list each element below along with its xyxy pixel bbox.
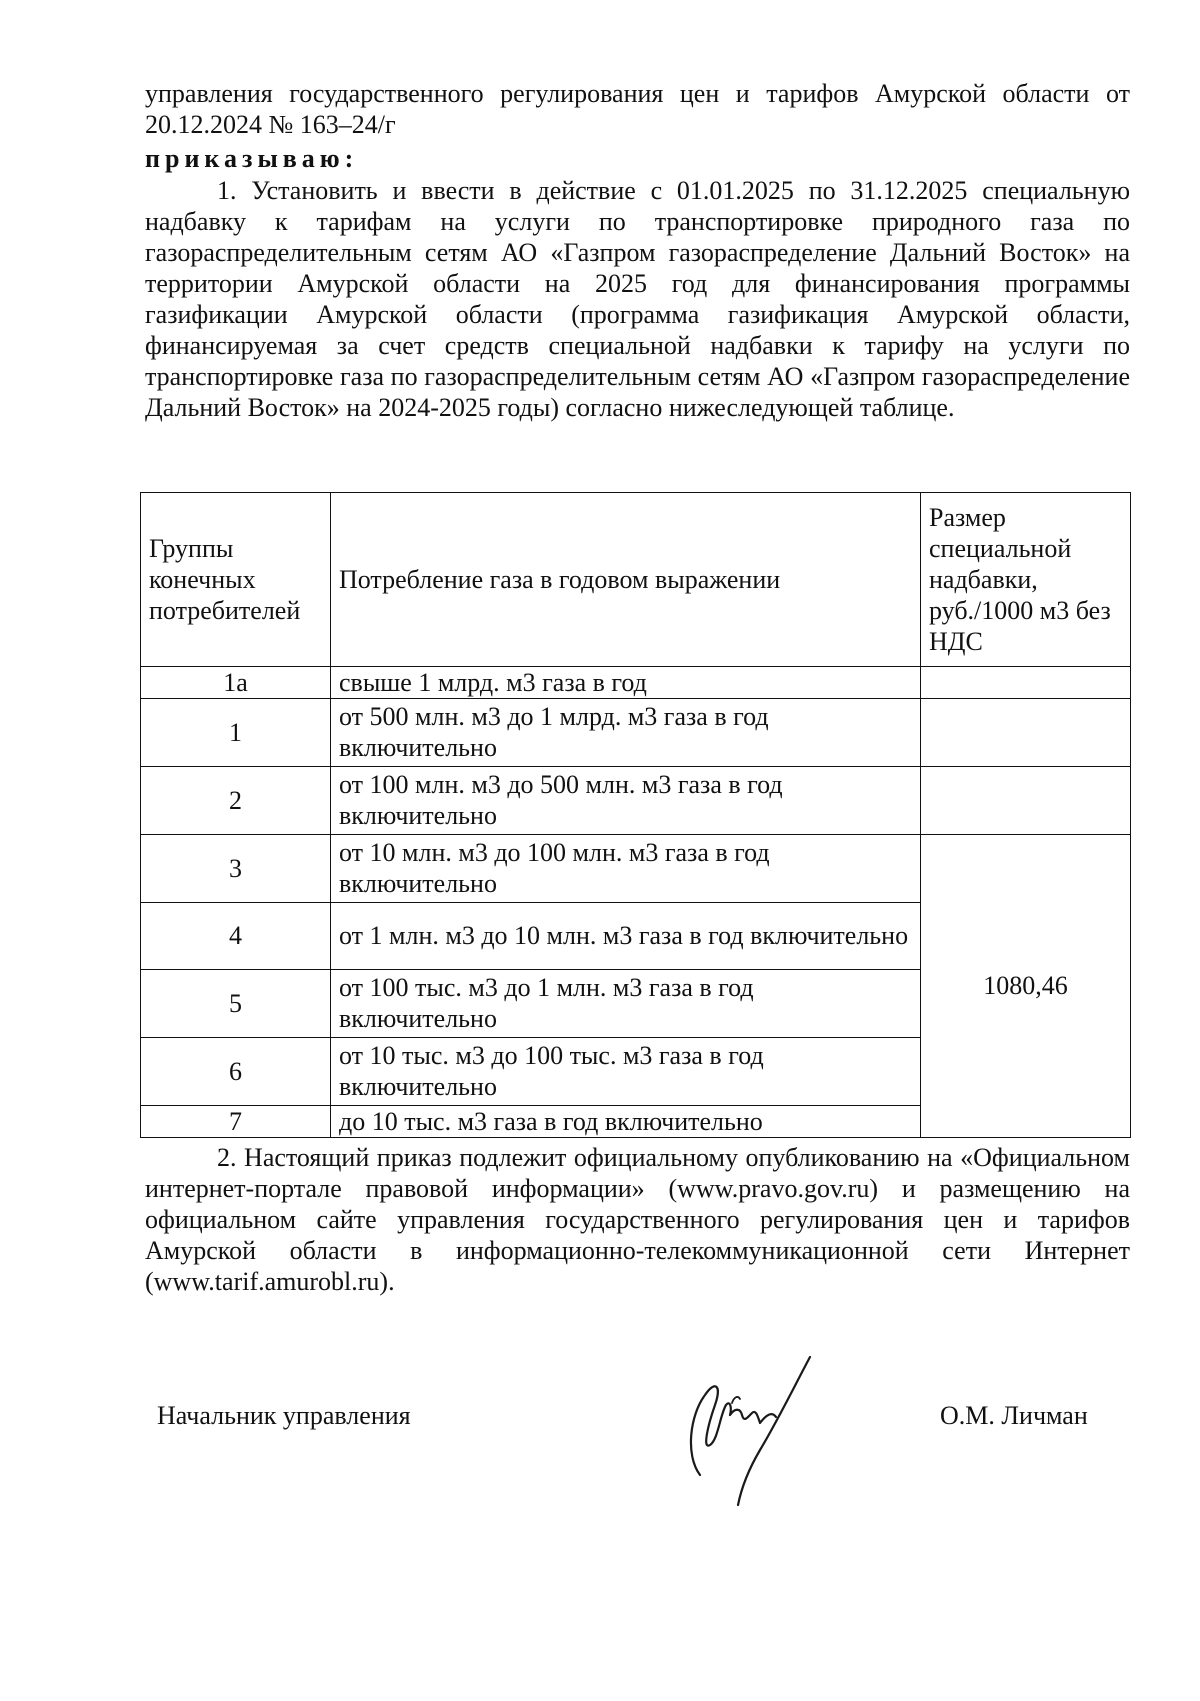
header-consumption: Потребление газа в годовом выражении xyxy=(331,493,921,667)
cell-consumption: от 100 тыс. м3 до 1 млн. м3 газа в год включительно xyxy=(331,970,921,1038)
table-header-row xyxy=(141,493,1131,667)
cell-consumption: от 500 млн. м3 до 1 млрд. м3 газа в год включительно xyxy=(331,699,921,767)
cell-group: 2 xyxy=(141,767,331,835)
cell-consumption: от 10 млн. м3 до 100 млн. м3 газа в год включительно xyxy=(331,835,921,903)
signature-icon xyxy=(660,1345,830,1515)
intro-paragraph: управления государственного регулирования цен и тарифов Амурской области от 20.12.2024 № 163–24/г xyxy=(145,79,1130,139)
cell-group: 4 xyxy=(141,903,331,970)
cell-consumption: до 10 тыс. м3 газа в год включительно xyxy=(331,1106,921,1138)
cell-size xyxy=(921,667,1131,699)
table-row xyxy=(141,767,1131,835)
cell-consumption: от 100 млн. м3 до 500 млн. м3 газа в год включительно xyxy=(331,767,921,835)
cell-size xyxy=(921,699,1131,767)
item-2-paragraph: 2. Настоящий приказ подлежит официальному опубликованию на «Официальном интернет-портале правовой информации» (www.pravo.gov.ru) и размещению на официальном сайте управления государственного регулирования цен и тарифов Амурской области в информационно-телекоммуникационной сети Интернет (www.tarif.amurobl.ru). xyxy=(145,1143,1130,1296)
signatory-name: О.М. Личман xyxy=(940,1401,1088,1430)
cell-group: 7 xyxy=(141,1106,331,1138)
table-row xyxy=(141,835,1131,903)
cell-consumption: свыше 1 млрд. м3 газа в год xyxy=(331,667,921,699)
table-row xyxy=(141,667,1131,699)
cell-consumption: от 10 тыс. м3 до 100 тыс. м3 газа в год включительно xyxy=(331,1038,921,1106)
cell-group: 6 xyxy=(141,1038,331,1106)
cell-size xyxy=(921,767,1131,835)
cell-group: 1 xyxy=(141,699,331,767)
header-group: Группы конечных потребителей xyxy=(141,493,331,667)
header-size: Размер специальной надбавки, руб./1000 м3 без НДС xyxy=(921,493,1131,667)
tariff-table xyxy=(140,492,1131,1138)
table-row xyxy=(141,699,1131,767)
item-1-paragraph: 1. Установить и ввести в действие с 01.01.2025 по 31.12.2025 специальную надбавку к тарифам на услуги по транспортировке природного газа по газораспределительным сетям АО «Газпром газораспределение Дальний Восток» на территории Амурской области на 2025 год для финансирования программы газификации Амурской области (программа газификация Амурской области, финансируемая за счет средств специальной надбавки к тарифу на услуги по транспортировке газа по газораспределительным сетям АО «Газпром газораспределение Дальний Восток» на 2024-2025 годы) согласно нижеследующей таблице. xyxy=(145,176,1130,422)
cell-size-merged: 1080,46 xyxy=(921,835,1131,1138)
cell-group: 3 xyxy=(141,835,331,903)
cell-consumption: от 1 млн. м3 до 10 млн. м3 газа в год включительно xyxy=(331,903,921,970)
signatory-position: Начальник управления xyxy=(157,1401,411,1430)
cell-group: 5 xyxy=(141,970,331,1038)
order-word: приказываю: xyxy=(145,144,359,173)
cell-group: 1а xyxy=(141,667,331,699)
